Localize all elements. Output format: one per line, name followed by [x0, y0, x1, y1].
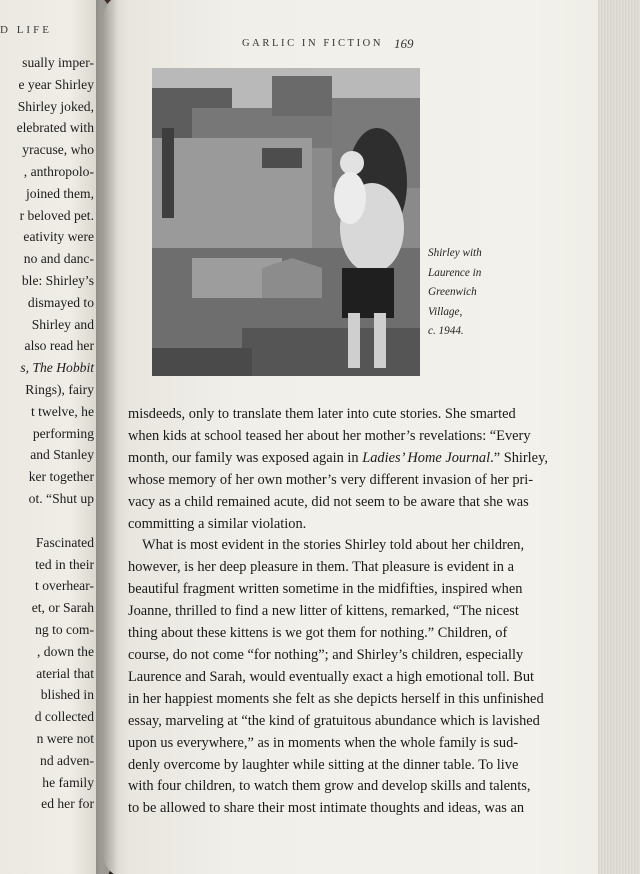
left-line: aterial that — [36, 665, 94, 681]
caption-line: Shirley with — [428, 247, 482, 259]
paragraph-line: Laurence and Sarah, would eventually exact a high emotional toll. But — [128, 668, 535, 685]
left-line: ker together — [28, 469, 94, 485]
paragraph-line: Joanne, thrilled to find a new litter of kittens, remarked, “The nicest — [128, 603, 519, 620]
paragraph-line: misdeeds, only to translate them later into cute stories. She smarted — [128, 406, 516, 422]
left-line: Shirley and — [31, 316, 94, 332]
left-line: ed her for — [41, 796, 94, 812]
left-line: et, or Sarah — [31, 600, 94, 616]
left-line: sually imper- — [22, 55, 94, 70]
running-head: GARLIC IN FICTION — [242, 38, 384, 49]
paragraph-line: committing a similar violation. — [128, 515, 307, 532]
left-line: ng to com- — [35, 621, 94, 637]
text-run: month, our family was exposed again in — [128, 449, 363, 466]
left-line: performing — [32, 425, 94, 441]
magazine-title: Ladies’ Home Journal — [362, 449, 491, 466]
caption-line: Laurence in — [428, 266, 482, 279]
paragraph-line: with four children, to watch them grow and develop skills and talents, — [128, 778, 531, 795]
left-line: Fascinated — [35, 534, 94, 550]
photo-caption — [428, 244, 482, 342]
left-line: ot. “Shut up — [28, 490, 94, 506]
left-line: e year Shirley — [18, 76, 94, 92]
left-line: and Stanley — [30, 447, 94, 463]
left-line: nd adven- — [40, 752, 94, 768]
left-line: t twelve, he — [30, 403, 94, 419]
left-line: , anthropolo- — [23, 163, 94, 179]
caption-line: c. 1944. — [428, 325, 464, 337]
paragraph-line: vacy as a child remained acute, did not seem to be aware that she was — [128, 493, 529, 510]
left-line: dismayed to — [27, 294, 94, 310]
paragraph-line: course, do not come “for nothing”; and Shirley’s children, especially — [128, 646, 524, 663]
left-page-text — [17, 52, 94, 815]
paragraph-line: What is most evident in the stories Shirley told about her children, — [142, 537, 525, 554]
gutter-shadow — [96, 0, 118, 874]
photo-illustration — [152, 68, 420, 376]
left-line: he family — [42, 774, 94, 790]
paragraph-line: to be allowed to share their most intimate thoughts and ideas, was an — [128, 800, 525, 817]
text-run: .” Shirley, — [490, 449, 548, 466]
left-line: no and danc- — [23, 251, 94, 267]
left-line: blished in — [40, 687, 94, 703]
paragraph-line: thing about these kittens is we got them for nothing.” Children, of — [128, 625, 508, 642]
paragraph-line: denly overcome by laughter while sitting at the dinner table. To live — [128, 756, 519, 773]
left-line: eativity were — [23, 229, 94, 245]
paragraph-line: whose memory of her own mother’s very different invasion of her pri- — [128, 471, 534, 488]
left-line: n were not — [36, 730, 94, 746]
left-line: r beloved pet. — [19, 207, 94, 223]
left-line: yracuse, who — [22, 142, 94, 158]
paragraph-line: beautiful fragment written sometime in the midfifties, inspired when — [128, 581, 523, 598]
left-line: elebrated with — [16, 120, 94, 136]
left-line: ble: Shirley’s — [21, 272, 94, 288]
paragraph-line — [128, 448, 548, 470]
left-line: , down the — [36, 643, 94, 659]
left-line: Rings), fairy — [25, 381, 94, 397]
page-number: 169 — [394, 36, 414, 51]
left-line: joined them, — [26, 185, 94, 201]
left-line: ted in their — [35, 556, 94, 572]
left-line: also read her — [24, 338, 94, 354]
caption-line: Greenwich — [428, 286, 477, 298]
left-line: d collected — [34, 709, 94, 725]
caption-line: Village, — [428, 305, 463, 318]
paragraph-line: however, is her deep pleasure in them. That pleasure is evident in a — [128, 559, 514, 576]
photograph — [152, 68, 420, 376]
page-edges — [598, 0, 640, 874]
paragraph-line: when kids at school teased her about her mother’s revelations: “Every — [128, 427, 531, 444]
paragraph-line: essay, marveling at “the kind of gratuitous abundance which is lavished — [128, 712, 540, 729]
left-line: s, The Hobbit — [20, 360, 94, 376]
left-line: t overhear- — [35, 578, 94, 594]
left-running-head: D LIFE — [0, 24, 52, 36]
paragraph-line: in her happiest moments she felt as she depicts herself in this unfinished — [128, 690, 544, 707]
paragraph-line: upon us everywhere,” as in moments when the whole family is sud- — [128, 734, 519, 751]
left-line: Shirley joked, — [17, 98, 94, 114]
body-text — [128, 404, 548, 820]
